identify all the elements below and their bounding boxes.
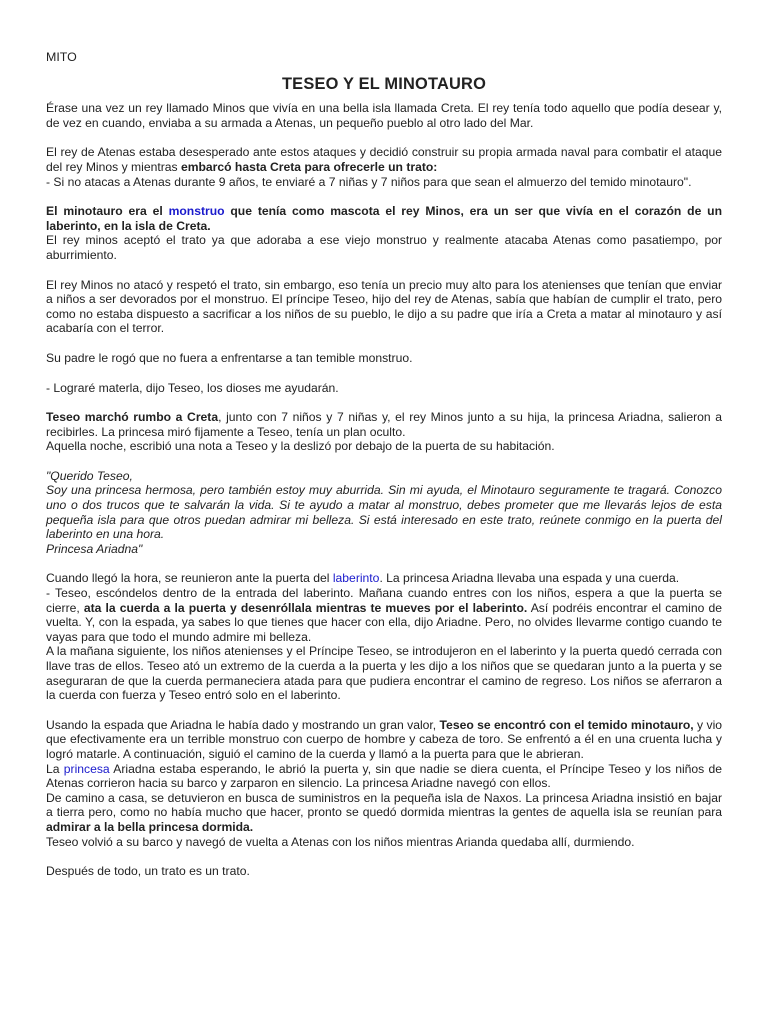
bold-text: El minotauro era el xyxy=(46,204,169,219)
paragraph-theseus-vow: - Lograré materla, dijo Teseo, los dioses me ayudarán. xyxy=(46,380,339,395)
paragraph-text: Teseo volvió a su barco y navegó de vuelta a Atenas con los niños mientras Arianda quedaba allí, durmiendo. xyxy=(46,834,635,849)
paragraph-minotaur xyxy=(46,204,722,262)
paragraph-text: Cuando llegó la hora, se reunieron ante la puerta del xyxy=(46,571,333,586)
paragraph-journey xyxy=(46,410,722,454)
paragraph-ending: Después de todo, un trato es un trato. xyxy=(46,864,250,879)
bold-text: que tenía como mascota el rey Minos, era un ser que vivía en el corazón de un laberinto, en la isla de Creta. xyxy=(46,204,722,233)
paragraph-text: . La princesa Ariadna llevaba una espada y una cuerda. xyxy=(379,571,680,586)
paragraph-athens xyxy=(46,145,722,189)
bold-text: Teseo marchó rumbo a Creta xyxy=(46,410,219,425)
paragraph-text: - Si no atacas a Atenas durante 9 años, te enviaré a 7 niñas y 7 niños para que sean el almuerzo del temido minotauro". xyxy=(46,174,692,189)
letter-block xyxy=(46,469,722,557)
genre-label: MITO xyxy=(46,50,77,64)
letter-body: Soy una princesa hermosa, pero también estoy muy aburrida. Sin mi ayuda, el Minotauro seguramente te tragará. Conozco uno o dos trucos que te salvarán la vida. Si te ayudo a matar al monstruo, debes prometer que me llevarás lejos de esta pequeña isla para que otros puedan admirar mi belleza. Si está interesado en este trato, reúnete conmigo en la puerta del laberinto en una hora. xyxy=(46,483,722,542)
paragraph-intro: Érase una vez un rey llamado Minos que vivía en una bella isla llamada Creta. El rey tenía todo aquello que podía desear y, de vez en cuando, enviaba a su armada a Atenas, un pequeño pueblo al otro lado del Mar. xyxy=(46,101,722,130)
link-laberinto[interactable]: laberinto xyxy=(332,571,380,586)
paragraph-father: Su padre le rogó que no fuera a enfrentarse a tan temible monstruo. xyxy=(46,350,413,365)
bold-text: admirar a la bella princesa dormida. xyxy=(46,819,254,834)
link-monstruo[interactable]: monstruo xyxy=(168,204,225,219)
paragraph-text: A la mañana siguiente, los niños atenienses y el Príncipe Teseo, se introdujeron en el laberinto y la puerta quedó cerrada con llave tras de ellos. Teseo ató un extremo de la cuerda a la puerta y les dijo a los niños que se quedaran junto a la puerta y se aseguraran de que la cuerda permaneciera atada para que pudiera encontrar el camino de regreso. Los niños se aferraron a la cuerda con fuerza y Teseo entró solo en el laberinto. xyxy=(46,644,722,703)
paragraph-text: El rey de Atenas estaba desesperado ante estos ataques y decidió construir su propia armada naval para combatir el ataque del rey Minos y mientras xyxy=(46,145,722,174)
paragraph-text: Aquella noche, escribió una nota a Teseo y la deslizó por debajo de la puerta de su habitación. xyxy=(46,439,555,454)
paragraph-text: De camino a casa, se detuvieron en busca de suministros en la pequeña isla de Naxos. La princesa Ariadna insistió en bajar a tierra pero, como no había mucho que hacer, pronto se quedó dormida mientras la gentes de aquella isla se reunían para xyxy=(46,790,722,820)
letter-greeting: "Querido Teseo, xyxy=(46,468,133,483)
paragraph-text: Usando la espada que Ariadna le había dado y mostrando un gran valor, xyxy=(46,717,440,732)
paragraph-text: La xyxy=(46,761,64,776)
paragraph-labyrinth xyxy=(46,571,722,702)
paragraph-text: - Teseo, escóndelos dentro de la entrada del laberinto. Mañana cuando entres con los niños, espera a que la puerta se cierre, xyxy=(46,586,722,615)
bold-text: embarcó hasta Creta para ofrecerle un trato: xyxy=(180,159,438,174)
paragraph-text: , junto con 7 niños y 7 niñas y, el rey Minos junto a su hija, la princesa Ariadna, salieron a recibirles. La princesa miró fijamente a Teseo, tenía un plan oculto. xyxy=(46,410,722,439)
paragraph-text: Ariadna estaba esperando, le abrió la puerta y, sin que nadie se diera cuenta, el Príncipe Teseo y los niños de Atenas corrieron hacia su barco y zarparon en silencio. La princesa Ariadne navegó con ellos. xyxy=(46,761,722,791)
document-page xyxy=(46,46,722,879)
paragraph-text: y vio que efectivamente era un terrible monstruo con cuerpo de hombre y cabeza de toro. Se enfrentó a él en una cruenta lucha y logró matarle. A continuación, siguió el camino de la cuerda y llamó a la puerta para que le abrieran. xyxy=(46,717,723,761)
letter-signature: Princesa Ariadna" xyxy=(46,541,143,556)
page-title: TESEO Y EL MINOTAURO xyxy=(281,74,487,93)
bold-text: Teseo se encontró con el temido minotauro, xyxy=(439,717,694,732)
paragraph-text: Así podréis encontrar el camino de vuelta. Y, con la espada, ya sabes lo que tienes que hacer con ella, dijo Ariadne. Pero, no olvides llevarme contigo cuando te vayas para que todo el mundo admire mi belleza. xyxy=(46,600,722,644)
bold-text: ata la cuerda a la puerta y desenróllala mientras te mueves por el laberinto. xyxy=(83,600,528,615)
link-princesa[interactable]: princesa xyxy=(63,761,110,776)
paragraph-text: El rey minos aceptó el trato ya que adoraba a ese viejo monstruo y realmente atacaba Atenas como pasatiempo, por aburrimiento. xyxy=(46,233,722,262)
paragraph-battle xyxy=(46,718,722,849)
paragraph-price: El rey Minos no atacó y respetó el trato, sin embargo, eso tenía un precio muy alto para los atenienses que tenían que enviar a niños a ser devorados por el monstruo. El príncipe Teseo, hijo del rey de Atenas, sabía que habían de cumplir el trato, pero como no estaba dispuesto a sacrificar a los niños de su pueblo, le dijo a su padre que iría a Creta a matar al minotauro y así acabaría con el terror. xyxy=(46,277,722,336)
